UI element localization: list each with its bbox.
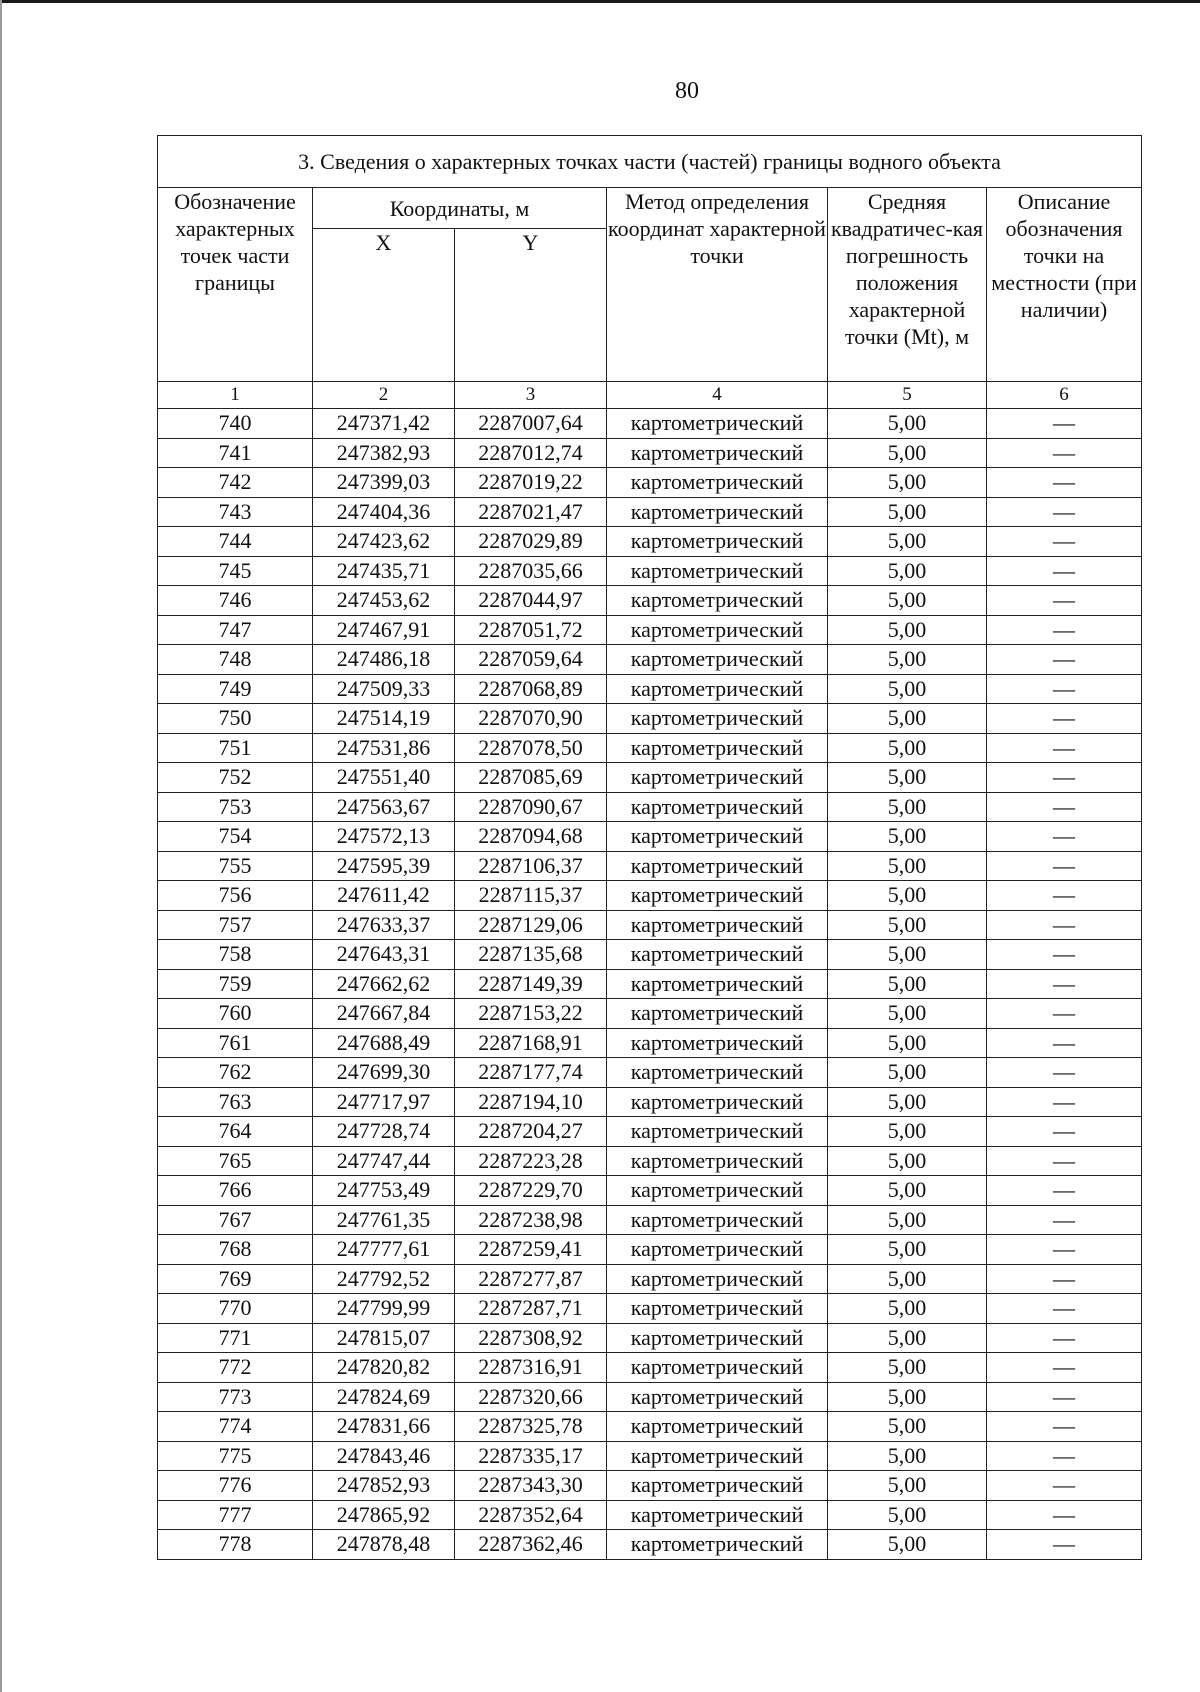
y-coordinate-cell: 2287115,37 [455,881,607,911]
point-id-cell: 776 [158,1471,313,1501]
table-row [158,674,1142,704]
table-row [158,999,1142,1029]
error-cell: 5,00 [828,645,987,675]
y-coordinate-cell: 2287287,71 [455,1294,607,1324]
description-cell: — [987,763,1142,793]
description-cell: — [987,1294,1142,1324]
table-row [158,1235,1142,1265]
column-number: 2 [313,382,455,409]
x-coordinate-cell: 247423,62 [313,527,455,557]
y-coordinate-cell: 2287177,74 [455,1058,607,1088]
y-coordinate-cell: 2287094,68 [455,822,607,852]
point-id-cell: 765 [158,1146,313,1176]
point-id-cell: 756 [158,881,313,911]
point-id-cell: 774 [158,1412,313,1442]
x-coordinate-cell: 247531,86 [313,733,455,763]
description-cell: — [987,1264,1142,1294]
error-cell: 5,00 [828,438,987,468]
column-number: 5 [828,382,987,409]
table-row [158,645,1142,675]
point-id-cell: 758 [158,940,313,970]
y-coordinate-cell: 2287085,69 [455,763,607,793]
method-cell: картометрический [607,733,828,763]
error-cell: 5,00 [828,674,987,704]
y-coordinate-cell: 2287029,89 [455,527,607,557]
method-cell: картометрический [607,763,828,793]
x-coordinate-cell: 247399,03 [313,468,455,498]
description-cell: — [987,556,1142,586]
header-coordinates: Координаты, м [313,188,607,229]
error-cell: 5,00 [828,1205,987,1235]
method-cell: картометрический [607,969,828,999]
y-coordinate-cell: 2287320,66 [455,1382,607,1412]
error-cell: 5,00 [828,1146,987,1176]
method-cell: картометрический [607,1323,828,1353]
header-designation: Обозначение характерных точек части границы [158,188,313,382]
x-coordinate-cell: 247643,31 [313,940,455,970]
method-cell: картометрический [607,822,828,852]
point-id-cell: 763 [158,1087,313,1117]
point-id-cell: 743 [158,497,313,527]
description-cell: — [987,438,1142,468]
description-cell: — [987,1323,1142,1353]
x-coordinate-cell: 247611,42 [313,881,455,911]
column-number: 6 [987,382,1142,409]
description-cell: — [987,1530,1142,1560]
table-body [158,382,1142,1560]
error-cell: 5,00 [828,1471,987,1501]
description-cell: — [987,1087,1142,1117]
method-cell: картометрический [607,1471,828,1501]
table-row [158,527,1142,557]
y-coordinate-cell: 2287204,27 [455,1117,607,1147]
point-id-cell: 744 [158,527,313,557]
method-cell: картометрический [607,468,828,498]
point-id-cell: 745 [158,556,313,586]
table-row [158,1323,1142,1353]
method-cell: картометрический [607,1353,828,1383]
table-row [158,1205,1142,1235]
y-coordinate-cell: 2287316,91 [455,1353,607,1383]
x-coordinate-cell: 247435,71 [313,556,455,586]
method-cell: картометрический [607,1294,828,1324]
point-id-cell: 773 [158,1382,313,1412]
error-cell: 5,00 [828,1500,987,1530]
point-id-cell: 748 [158,645,313,675]
error-cell: 5,00 [828,1323,987,1353]
x-coordinate-cell: 247777,61 [313,1235,455,1265]
error-cell: 5,00 [828,851,987,881]
x-coordinate-cell: 247382,93 [313,438,455,468]
method-cell: картометрический [607,615,828,645]
point-id-cell: 767 [158,1205,313,1235]
table-row [158,940,1142,970]
table-row [158,1353,1142,1383]
point-id-cell: 754 [158,822,313,852]
description-cell: — [987,822,1142,852]
y-coordinate-cell: 2287238,98 [455,1205,607,1235]
table-row [158,1530,1142,1560]
method-cell: картометрический [607,409,828,439]
point-id-cell: 769 [158,1264,313,1294]
x-coordinate-cell: 247563,67 [313,792,455,822]
method-cell: картометрический [607,438,828,468]
x-coordinate-cell: 247371,42 [313,409,455,439]
description-cell: — [987,1353,1142,1383]
table-row [158,438,1142,468]
x-coordinate-cell: 247595,39 [313,851,455,881]
table-title: 3. Сведения о характерных точках части (частей) границы водного объекта [158,136,1142,188]
scan-edge-top [0,0,1200,3]
x-coordinate-cell: 247753,49 [313,1176,455,1206]
description-cell: — [987,881,1142,911]
x-coordinate-cell: 247486,18 [313,645,455,675]
header-description: Описание обозначения точки на местности (при наличии) [987,188,1142,382]
point-id-cell: 753 [158,792,313,822]
error-cell: 5,00 [828,556,987,586]
boundary-points-table [157,135,1142,1560]
error-cell: 5,00 [828,1235,987,1265]
method-cell: картометрический [607,497,828,527]
column-number: 3 [455,382,607,409]
method-cell: картометрический [607,674,828,704]
table-row [158,497,1142,527]
error-cell: 5,00 [828,940,987,970]
table-row [158,409,1142,439]
table-row [158,586,1142,616]
error-cell: 5,00 [828,792,987,822]
point-id-cell: 746 [158,586,313,616]
point-id-cell: 762 [158,1058,313,1088]
error-cell: 5,00 [828,733,987,763]
point-id-cell: 757 [158,910,313,940]
method-cell: картометрический [607,1117,828,1147]
table-row [158,822,1142,852]
table-row [158,1058,1142,1088]
method-cell: картометрический [607,1205,828,1235]
column-number: 1 [158,382,313,409]
description-cell: — [987,910,1142,940]
point-id-cell: 777 [158,1500,313,1530]
description-cell: — [987,1028,1142,1058]
x-coordinate-cell: 247878,48 [313,1530,455,1560]
y-coordinate-cell: 2287223,28 [455,1146,607,1176]
table-row [158,1441,1142,1471]
x-coordinate-cell: 247799,99 [313,1294,455,1324]
error-cell: 5,00 [828,1087,987,1117]
error-cell: 5,00 [828,1412,987,1442]
y-coordinate-cell: 2287259,41 [455,1235,607,1265]
y-coordinate-cell: 2287129,06 [455,910,607,940]
error-cell: 5,00 [828,1264,987,1294]
error-cell: 5,00 [828,409,987,439]
y-coordinate-cell: 2287090,67 [455,792,607,822]
table-row [158,1087,1142,1117]
x-coordinate-cell: 247509,33 [313,674,455,704]
error-cell: 5,00 [828,527,987,557]
method-cell: картометрический [607,645,828,675]
point-id-cell: 742 [158,468,313,498]
x-coordinate-cell: 247514,19 [313,704,455,734]
y-coordinate-cell: 2287168,91 [455,1028,607,1058]
error-cell: 5,00 [828,1028,987,1058]
method-cell: картометрический [607,1058,828,1088]
table-row [158,733,1142,763]
description-cell: — [987,1500,1142,1530]
method-cell: картометрический [607,881,828,911]
y-coordinate-cell: 2287308,92 [455,1323,607,1353]
y-coordinate-cell: 2287021,47 [455,497,607,527]
method-cell: картометрический [607,527,828,557]
point-id-cell: 768 [158,1235,313,1265]
y-coordinate-cell: 2287068,89 [455,674,607,704]
point-id-cell: 747 [158,615,313,645]
point-id-cell: 772 [158,1353,313,1383]
description-cell: — [987,1117,1142,1147]
description-cell: — [987,1146,1142,1176]
error-cell: 5,00 [828,1176,987,1206]
y-coordinate-cell: 2287229,70 [455,1176,607,1206]
error-cell: 5,00 [828,497,987,527]
error-cell: 5,00 [828,763,987,793]
description-cell: — [987,409,1142,439]
point-id-cell: 764 [158,1117,313,1147]
x-coordinate-cell: 247820,82 [313,1353,455,1383]
y-coordinate-cell: 2287343,30 [455,1471,607,1501]
description-cell: — [987,1441,1142,1471]
point-id-cell: 749 [158,674,313,704]
error-cell: 5,00 [828,999,987,1029]
method-cell: картометрический [607,1412,828,1442]
description-cell: — [987,704,1142,734]
table-row [158,704,1142,734]
y-coordinate-cell: 2287277,87 [455,1264,607,1294]
description-cell: — [987,733,1142,763]
description-cell: — [987,1205,1142,1235]
description-cell: — [987,1471,1142,1501]
x-coordinate-cell: 247467,91 [313,615,455,645]
point-id-cell: 740 [158,409,313,439]
y-coordinate-cell: 2287070,90 [455,704,607,734]
error-cell: 5,00 [828,969,987,999]
description-cell: — [987,527,1142,557]
method-cell: картометрический [607,704,828,734]
error-cell: 5,00 [828,468,987,498]
point-id-cell: 755 [158,851,313,881]
y-coordinate-cell: 2287194,10 [455,1087,607,1117]
x-coordinate-cell: 247662,62 [313,969,455,999]
method-cell: картометрический [607,1176,828,1206]
table-row [158,1117,1142,1147]
y-coordinate-cell: 2287135,68 [455,940,607,970]
x-coordinate-cell: 247728,74 [313,1117,455,1147]
error-cell: 5,00 [828,1058,987,1088]
x-coordinate-cell: 247831,66 [313,1412,455,1442]
method-cell: картометрический [607,1382,828,1412]
table-row [158,763,1142,793]
y-coordinate-cell: 2287059,64 [455,645,607,675]
y-coordinate-cell: 2287149,39 [455,969,607,999]
method-cell: картометрический [607,792,828,822]
description-cell: — [987,851,1142,881]
error-cell: 5,00 [828,881,987,911]
x-coordinate-cell: 247852,93 [313,1471,455,1501]
point-id-cell: 771 [158,1323,313,1353]
point-id-cell: 775 [158,1441,313,1471]
header-error: Средняя квадратичес-кая погрешность положения характерной точки (Mt), м [828,188,987,382]
table-row [158,556,1142,586]
description-cell: — [987,615,1142,645]
x-coordinate-cell: 247747,44 [313,1146,455,1176]
y-coordinate-cell: 2287352,64 [455,1500,607,1530]
header-y: Y [455,229,607,382]
point-id-cell: 761 [158,1028,313,1058]
table-row [158,1471,1142,1501]
error-cell: 5,00 [828,586,987,616]
error-cell: 5,00 [828,822,987,852]
method-cell: картометрический [607,1264,828,1294]
description-cell: — [987,1235,1142,1265]
table-row [158,1176,1142,1206]
x-coordinate-cell: 247688,49 [313,1028,455,1058]
y-coordinate-cell: 2287044,97 [455,586,607,616]
x-coordinate-cell: 247667,84 [313,999,455,1029]
y-coordinate-cell: 2287035,66 [455,556,607,586]
table-row [158,910,1142,940]
y-coordinate-cell: 2287051,72 [455,615,607,645]
error-cell: 5,00 [828,615,987,645]
description-cell: — [987,586,1142,616]
method-cell: картометрический [607,1500,828,1530]
description-cell: — [987,999,1142,1029]
method-cell: картометрический [607,1441,828,1471]
x-coordinate-cell: 247824,69 [313,1382,455,1412]
method-cell: картометрический [607,1146,828,1176]
x-coordinate-cell: 247761,35 [313,1205,455,1235]
scan-edge-left [0,0,2,1692]
description-cell: — [987,940,1142,970]
y-coordinate-cell: 2287007,64 [455,409,607,439]
error-cell: 5,00 [828,1294,987,1324]
table-row [158,851,1142,881]
x-coordinate-cell: 247551,40 [313,763,455,793]
table-row [158,1028,1142,1058]
x-coordinate-cell: 247792,52 [313,1264,455,1294]
point-id-cell: 770 [158,1294,313,1324]
point-id-cell: 759 [158,969,313,999]
error-cell: 5,00 [828,1117,987,1147]
x-coordinate-cell: 247865,92 [313,1500,455,1530]
method-cell: картометрический [607,586,828,616]
table-row [158,1382,1142,1412]
error-cell: 5,00 [828,1382,987,1412]
y-coordinate-cell: 2287106,37 [455,851,607,881]
error-cell: 5,00 [828,910,987,940]
error-cell: 5,00 [828,704,987,734]
y-coordinate-cell: 2287012,74 [455,438,607,468]
method-cell: картометрический [607,1530,828,1560]
method-cell: картометрический [607,851,828,881]
x-coordinate-cell: 247717,97 [313,1087,455,1117]
method-cell: картометрический [607,1028,828,1058]
y-coordinate-cell: 2287078,50 [455,733,607,763]
description-cell: — [987,1412,1142,1442]
description-cell: — [987,674,1142,704]
x-coordinate-cell: 247633,37 [313,910,455,940]
x-coordinate-cell: 247815,07 [313,1323,455,1353]
table-row [158,881,1142,911]
description-cell: — [987,1382,1142,1412]
column-numbers-row [158,382,1142,409]
error-cell: 5,00 [828,1353,987,1383]
y-coordinate-cell: 2287362,46 [455,1530,607,1560]
point-id-cell: 766 [158,1176,313,1206]
method-cell: картометрический [607,1087,828,1117]
header-method: Метод определения координат характерной точки [607,188,828,382]
description-cell: — [987,1058,1142,1088]
table-row [158,1264,1142,1294]
table-row [158,1412,1142,1442]
page-number: 80 [675,78,699,104]
point-id-cell: 750 [158,704,313,734]
y-coordinate-cell: 2287335,17 [455,1441,607,1471]
description-cell: — [987,792,1142,822]
description-cell: — [987,497,1142,527]
table-row [158,615,1142,645]
table-row [158,1146,1142,1176]
point-id-cell: 760 [158,999,313,1029]
point-id-cell: 752 [158,763,313,793]
table-row [158,1500,1142,1530]
table-row [158,792,1142,822]
x-coordinate-cell: 247843,46 [313,1441,455,1471]
header-x: X [313,229,455,382]
x-coordinate-cell: 247453,62 [313,586,455,616]
y-coordinate-cell: 2287153,22 [455,999,607,1029]
method-cell: картометрический [607,999,828,1029]
error-cell: 5,00 [828,1530,987,1560]
table-row [158,969,1142,999]
point-id-cell: 741 [158,438,313,468]
point-id-cell: 751 [158,733,313,763]
method-cell: картометрический [607,940,828,970]
column-number: 4 [607,382,828,409]
error-cell: 5,00 [828,1441,987,1471]
description-cell: — [987,1176,1142,1206]
point-id-cell: 778 [158,1530,313,1560]
y-coordinate-cell: 2287325,78 [455,1412,607,1442]
method-cell: картометрический [607,1235,828,1265]
y-coordinate-cell: 2287019,22 [455,468,607,498]
description-cell: — [987,645,1142,675]
x-coordinate-cell: 247404,36 [313,497,455,527]
method-cell: картометрический [607,910,828,940]
method-cell: картометрический [607,556,828,586]
x-coordinate-cell: 247699,30 [313,1058,455,1088]
table-row [158,468,1142,498]
description-cell: — [987,468,1142,498]
description-cell: — [987,969,1142,999]
table-row [158,1294,1142,1324]
x-coordinate-cell: 247572,13 [313,822,455,852]
